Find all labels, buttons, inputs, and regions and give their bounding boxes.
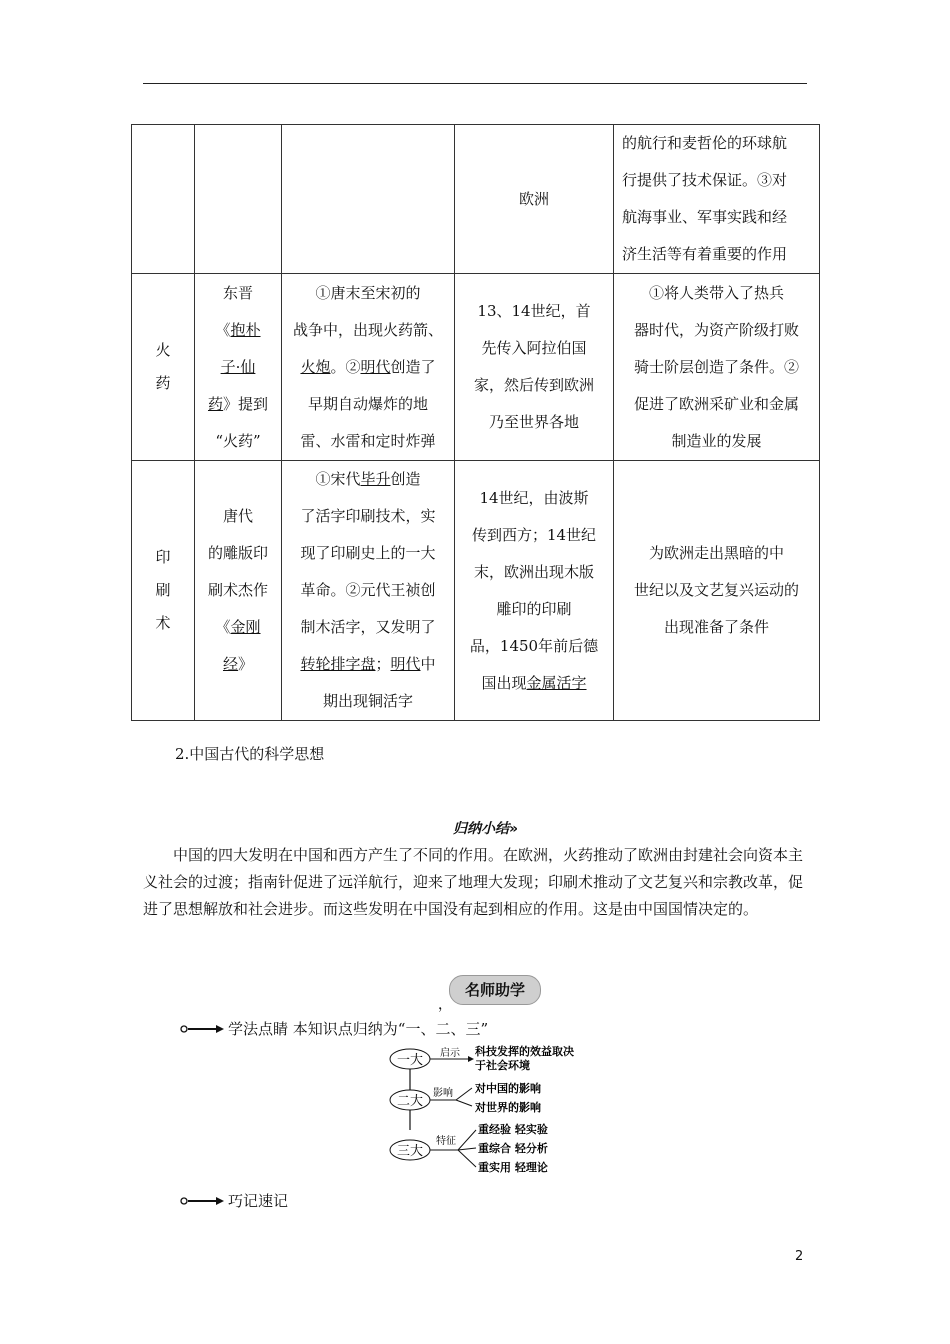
origin-cell — [195, 125, 282, 274]
development-cell — [282, 125, 455, 274]
label-feature: 特征 — [436, 1136, 456, 1147]
spread-cell: 欧洲 — [455, 125, 614, 274]
table-row — [132, 461, 820, 721]
origin-cell: 东晋 《抱朴 子·仙 药》提到 “火药” — [195, 274, 282, 461]
svg-text:二大: 二大 — [396, 1094, 424, 1109]
bullet-arrow-icon — [180, 1196, 224, 1206]
impact-cell: ①将人类带入了热兵 器时代，为资产阶级打败 骑士阶层创造了条件。② 促进了欧洲采矿业和金属 制造业的发展 — [614, 274, 820, 461]
svg-text:重综合 轻分析: 重综合 轻分析 — [478, 1142, 548, 1155]
one-two-three-diagram — [380, 1040, 620, 1180]
svg-text:于社会环境: 于社会环境 — [475, 1059, 530, 1072]
table-row — [132, 125, 820, 274]
svg-text:一大: 一大 — [396, 1053, 424, 1068]
origin-cell: 唐代 的雕版印 刷术杰作 《金刚经》 — [195, 461, 282, 721]
category-cell: 火 药 — [132, 274, 195, 461]
inventions-table — [131, 124, 820, 721]
development-cell: ①唐末至宋初的 战争中，出现火药箭、 火炮。②明代创造了 早期自动爆炸的地 雷、水雷和定时炸弹 — [282, 274, 455, 461]
svg-text:科技发挥的效益取决: 科技发挥的效益取决 — [475, 1045, 574, 1058]
svg-text:三大: 三大 — [396, 1144, 424, 1159]
chevron-icon: » — [509, 821, 519, 837]
svg-text:重实用 轻理论: 重实用 轻理论 — [478, 1161, 548, 1174]
page-number: 2 — [795, 1249, 804, 1264]
svg-text:对中国的影响: 对中国的影响 — [475, 1082, 541, 1095]
summary-title: 归纳小结» — [453, 821, 519, 837]
spread-cell: 14世纪，由波斯 传到西方；14世纪 末，欧洲出现木版 雕印的印刷 品，1450年前后德 国出现金属活字 — [455, 461, 614, 721]
svg-text:重经验 轻实验: 重经验 轻实验 — [478, 1123, 548, 1136]
category-cell: 印 刷 术 — [132, 461, 195, 721]
impact-cell: 为欧洲走出黑暗的中 世纪以及文艺复兴运动的 出现准备了条件 — [614, 461, 820, 721]
svg-text:对世界的影响: 对世界的影响 — [475, 1101, 541, 1114]
spread-cell: 13、14世纪，首 先传入阿拉伯国 家，然后传到欧洲 乃至世界各地 — [455, 274, 614, 461]
category-cell — [132, 125, 195, 274]
impact-cell: 的航行和麦哲伦的环球航 行提供了技术保证。③对 航海事业、军事实践和经 济生活等有着重要的作用 — [614, 125, 820, 274]
tip-line: 巧记速记 — [180, 1190, 288, 1211]
header-rule — [143, 83, 807, 84]
bullet-arrow-icon — [180, 1024, 224, 1034]
teacher-help-badge: 名师助学 — [449, 975, 541, 1005]
section-heading: 2.中国古代的科学思想 — [175, 745, 325, 763]
stray-comma: ， — [438, 997, 452, 1013]
development-cell: ①宋代毕升创造 了活字印刷技术，实 现了印刷史上的一大 革命。②元代王祯创 制木活字，又发明了 转轮排字盘；明代中 期出现铜活字 — [282, 461, 455, 721]
table-row — [132, 274, 820, 461]
tip-line: 学法点睛 本知识点归纳为“一、二、三” — [180, 1018, 488, 1039]
label-influence: 影响 — [433, 1088, 453, 1099]
summary-paragraph: 中国的四大发明在中国和西方产生了不同的作用。在欧洲，火药推动了欧洲由封建社会向资本主义社会的过渡；指南针促进了远洋航行，迎来了地理大发现；印刷术推动了文艺复兴和宗教改革，促进了思想解放和社会进步。而这些发明在中国没有起到相应的作用。这是由中国国情决定的。 — [143, 846, 804, 918]
label-enlighten: 启示 — [440, 1048, 460, 1059]
